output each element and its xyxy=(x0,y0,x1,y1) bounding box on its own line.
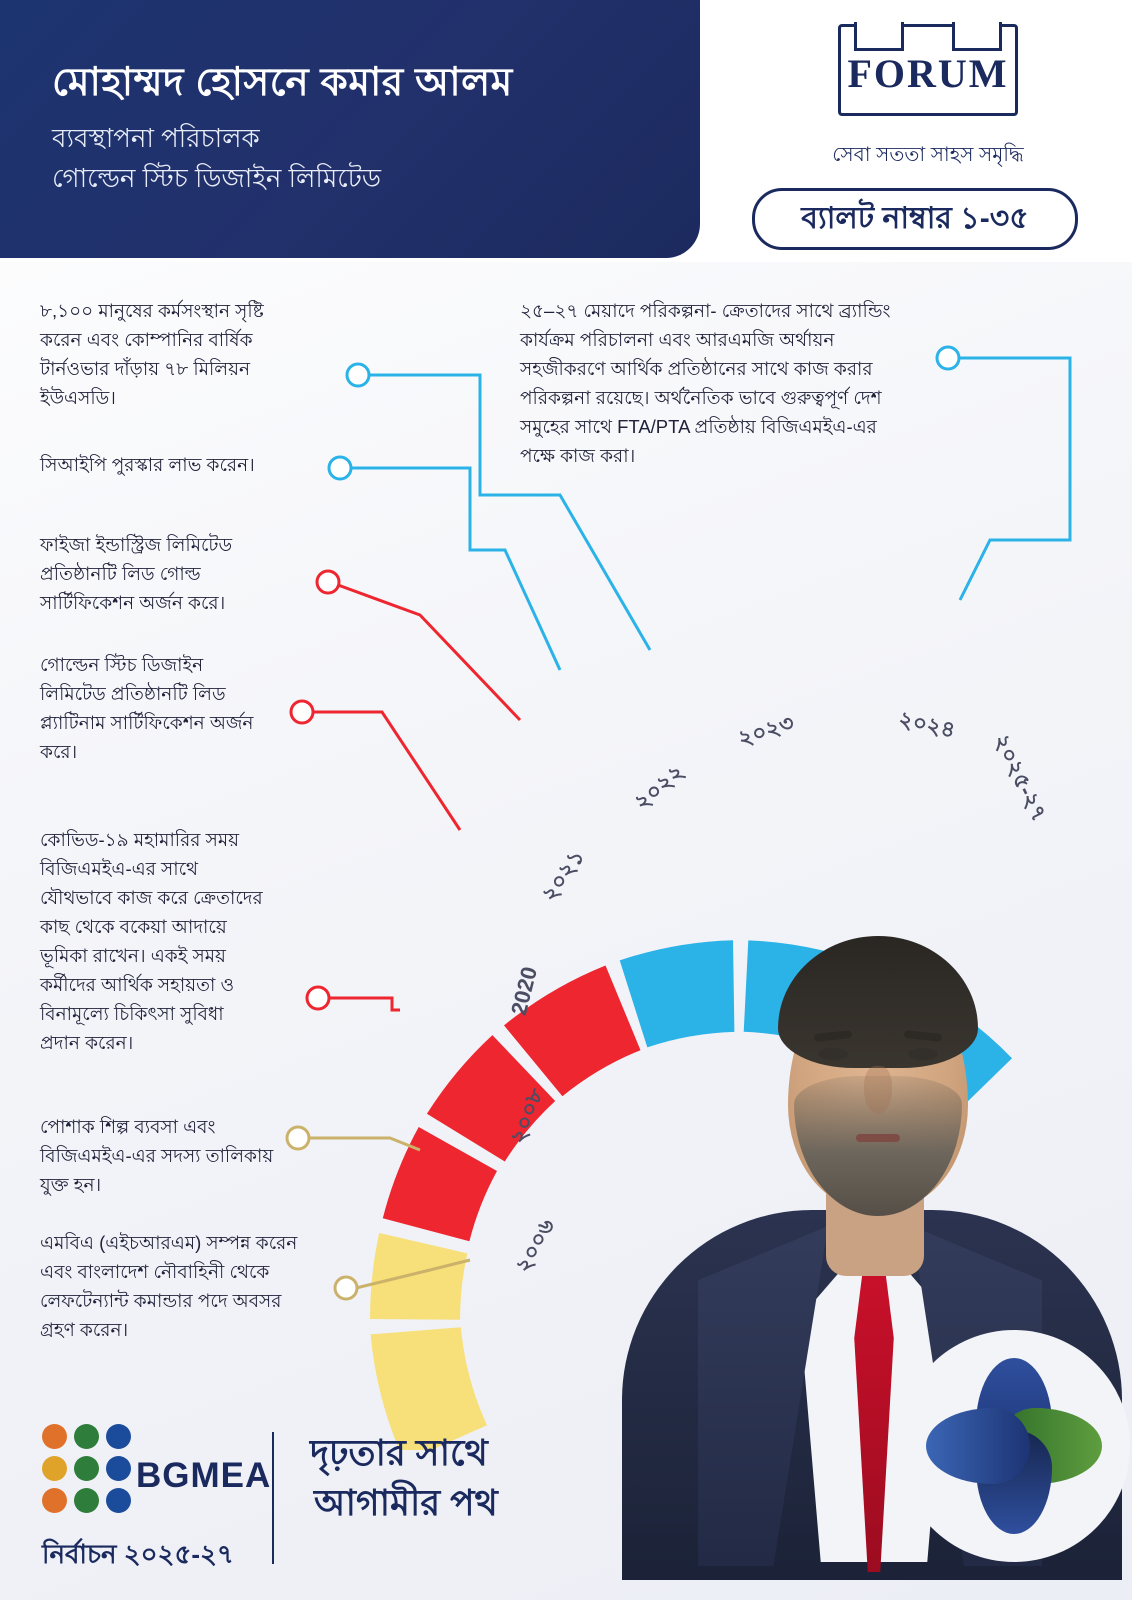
connector-note-2023 xyxy=(338,585,520,720)
bgmea-dot xyxy=(106,1424,131,1449)
logo-notch-left xyxy=(854,22,904,51)
portrait-eye-left xyxy=(818,1048,848,1060)
bgmea-dot xyxy=(42,1424,67,1449)
connector-note-2008 xyxy=(308,1138,420,1150)
campaign-slogan xyxy=(310,1428,498,1528)
connector-dot-2024 xyxy=(329,457,351,479)
footer-divider xyxy=(272,1432,274,1564)
company-text: গোল্ডেন স্টিচ ডিজাইন লিমিটেড xyxy=(52,163,382,193)
portrait-nose xyxy=(864,1066,892,1114)
note-2008: পোশাক শিল্প ব্যবসা এবং বিজিএমইএ-এর সদস্য তালিকায় যুক্ত হন। xyxy=(40,1116,274,1195)
forum-logo xyxy=(838,24,1018,116)
note-2023: ফাইজা ইন্ডাস্ট্রিজ লিমিটেড প্রতিষ্ঠানটি লিড গোল্ড সার্টিফিকেশন অর্জন করে। xyxy=(40,534,233,613)
petal-left xyxy=(926,1408,1030,1484)
year-label-2025-27: ২০২৫-২৭ xyxy=(988,730,1053,825)
year-label-2008: ২০০৮ xyxy=(505,1084,549,1147)
connector-dot-2008 xyxy=(287,1127,309,1149)
bgmea-dot xyxy=(42,1456,67,1481)
note-2025-27-left: ৮,১০০ মানুষের কর্মসংস্থান সৃষ্টি করেন এবং কোম্পানির বার্ষিক টার্নওভার দাঁড়ায় ৭৮ মিলিয়ন ইউএসডি। xyxy=(40,300,264,408)
election-label: নির্বাচন ২০২৫-২৭ xyxy=(42,1539,234,1569)
logo-tagline: সেবা সততা সাহস সমৃদ্ধি xyxy=(832,144,1024,166)
logo-wordmark: FORUM xyxy=(847,51,1009,96)
connector-note-2021 xyxy=(328,998,400,1010)
page-title: মোহাম্মদ হোসনে কমার আলম xyxy=(52,61,513,104)
connector-dot-2021 xyxy=(307,987,329,1009)
year-label-2022: ২০২২ xyxy=(629,759,690,815)
portrait-hair xyxy=(778,936,978,1068)
ballot-number-badge: ব্যালট নাম্বার ১-৩৫ xyxy=(752,188,1078,250)
connector-dot-2025-27-left xyxy=(347,364,369,386)
bgmea-dot xyxy=(106,1456,131,1481)
arc-segment-2008 xyxy=(370,1233,467,1320)
connector-dot-2006 xyxy=(335,1277,357,1299)
connector-dot-2022 xyxy=(291,701,313,723)
year-label-2023: ২০২৩ xyxy=(734,709,798,752)
note-plan: ২৫–২৭ মেয়াদে পরিকল্পনা- ক্রেতাদের সাথে ব্র্যান্ডিং কার্যক্রম পরিচালনা এবং আরএমজি অর্থায়ন সহজীকরণে আর্থিক প্রতিষ্ঠানের সাথে কাজ করার পরিকল্পনা রয়েছে। অর্থনৈতিক ভাবে গুরুত্বপূর্ণ দেশ সমুহের সাথে FTA/PTA প্রতিষ্ঠায় বিজিএমইএ-এর পক্ষে কাজ করা। xyxy=(520,300,891,466)
note-2021: কোভিড-১৯ মহামারির সময় বিজিএমইএ-এর সাথে যৌথভাবে কাজ করে ক্রেতাদের কাছ থেকে বকেয়া আদায়ে ভূমিকা রাখেন। একই সময় কর্মীদের আর্থিক সহায়তা ও বিনামূল্যে চিকিৎসা সুবিধা প্রদান করেন। xyxy=(40,829,263,1053)
slogan-line-2: আগামীর পথ xyxy=(314,1482,498,1523)
slogan-line-1: দৃঢ়তার সাথে xyxy=(310,1432,488,1473)
bgmea-dot xyxy=(106,1488,131,1513)
logo-notch-right xyxy=(952,22,1002,51)
bgmea-dot-grid xyxy=(42,1424,134,1516)
bgmea-dot xyxy=(74,1488,99,1513)
designation-text: ব্যবস্থাপনা পরিচালক xyxy=(52,123,260,153)
bgmea-wordmark: BGMEA xyxy=(136,1456,272,1495)
bgmea-dot xyxy=(42,1488,67,1513)
connector-dot-plan xyxy=(937,347,959,369)
portrait-mouth xyxy=(856,1134,900,1142)
connector-note-plan xyxy=(948,358,1070,600)
year-label-2006: ২০০৬ xyxy=(510,1214,560,1277)
note-2022: গোল্ডেন স্টিচ ডিজাইন লিমিটেড প্রতিষ্ঠানটি লিড প্ল্যাটিনাম সার্টিফিকেশন অর্জন করে। xyxy=(40,654,254,762)
bgmea-dot xyxy=(74,1456,99,1481)
flower-emblem xyxy=(898,1330,1130,1562)
year-label-2024: ২০২৪ xyxy=(896,706,958,743)
year-label-2021: ২০২১ xyxy=(536,844,590,907)
connector-dot-2023 xyxy=(317,571,339,593)
portrait-eye-right xyxy=(908,1048,938,1060)
note-2024: সিআইপি পুরস্কার লাভ করেন। xyxy=(40,454,255,475)
year-label-2020: 2020 xyxy=(505,964,543,1018)
connector-note-2024 xyxy=(350,468,560,670)
connector-note-2022 xyxy=(312,712,460,830)
bgmea-dot xyxy=(74,1424,99,1449)
note-2006: এমবিএ (এইচআরএম) সম্পন্ন করেন এবং বাংলাদেশ নৌবাহিনী থেকে লেফটেন্যান্ট কমান্ডার পদে অবসর গ্রহণ করেন। xyxy=(40,1232,298,1340)
header-band xyxy=(0,0,1132,262)
